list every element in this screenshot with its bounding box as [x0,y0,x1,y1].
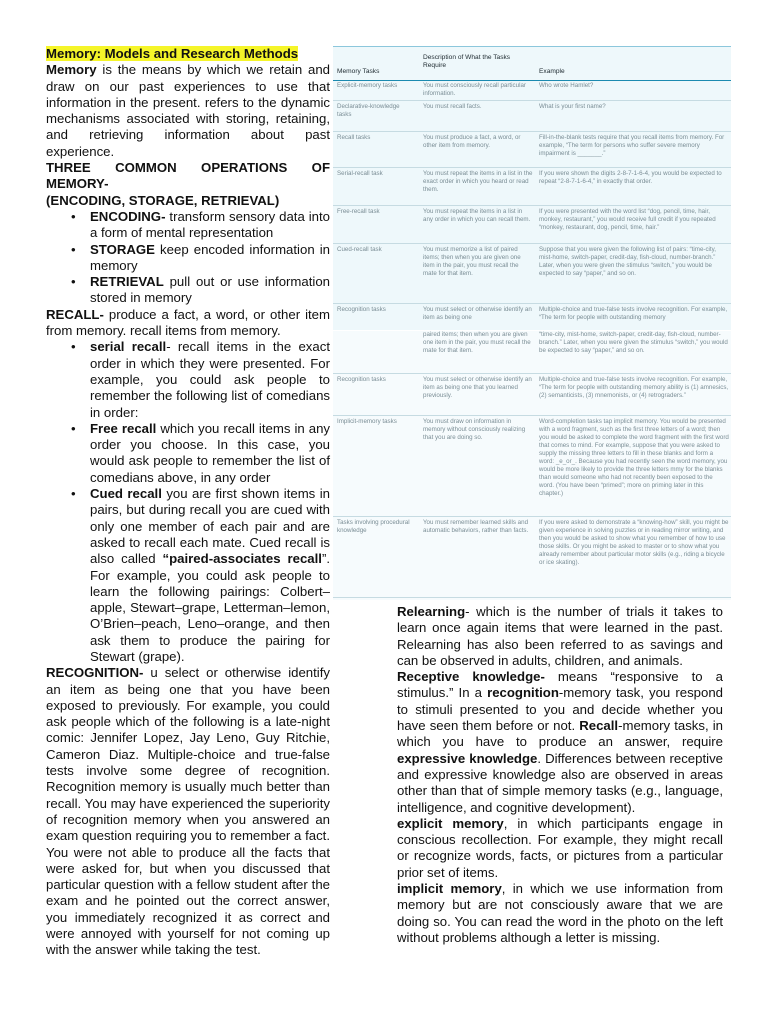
table-cell: You must select or otherwise identify an item as being one that you learned previously. [423,376,532,399]
table-row [333,304,731,330]
table-cell: Word-completion tasks tap implicit memory. You would be presented with a word fragment, such as the first three letters of a word; then you would be asked to complete the word fragment with the first word that comes to mind. For example, suppose that you were asked to supply the missing three letters to fill in these blanks and form a word: _e_or_. Because you had recently seen the word memory, you would be more likely to provide the three letters mmy for the blanks than would someone who had not recently been exposed to the word. (You have been “primed”; more on priming later in this chapter.) [539,418,729,497]
table-row [333,517,731,598]
memory-definition: Memory is the means by which we retain and draw on our past experiences to use that information in the present. refers to the dynamic mechanisms associated with storing, retaining, and retrieving information about past experience. [46,62,330,159]
table-row [333,101,731,132]
table-cell: Tasks involving procedural knowledge [337,519,410,534]
list-item: • RETRIEVAL pull out or use information stored in memory [90,274,330,307]
recall-definition: RECALL- produce a fact, a word, or other item from memory. recall items from memory. [46,306,330,339]
list-item: • Cued recall you are first shown items in pairs, but during recall you are cued with only one member of each pair and are asked to recall each mate. Cued recall is also called “paired-associates recall”. For example, you could ask people to learn the following pairings: Colbert– apple, Stewart–grape, Letterman–lemon, O’Brien–peach, Leno–orange, and then ask them to produce the pairing for Stewart (grape). [90,486,330,665]
table-cell: If you were presented with the word list “dog, pencil, time, hair, monkey, restaurant,” you would receive full credit if you repeated “monkey, restaurant, dog, pencil, time, hair.” [539,208,716,231]
table-row [333,132,731,168]
table-cell: paired items; then when you are given one item in the pair, you must recall the mate for that item. [423,331,531,354]
header-tasks: Memory Tasks [337,68,380,75]
table-cell: You must consciously recall particular information. [423,82,526,97]
explicit-definition: explicit memory, in which participants engage in conscious recollection. For example, they might recall or recognize words, facts, or pictures from a particular prior set of items. [397,815,723,880]
operations-list [46,209,330,307]
table-cell: If you were shown the digits 2-8-7-1-6-4, you would be expected to repeat “2-8-7-1-6-4,” in exactly that order. [539,170,722,185]
table-cell: Multiple-choice and true-false tests involve recognition. For example, “The term for people with outstanding memory [539,306,728,321]
page-title: Memory: Models and Research Methods [46,46,299,61]
table-cell: Explicit-memory tasks [337,82,398,89]
table-row [333,374,731,416]
table-cell: Serial-recall task [337,170,383,177]
table-cell: Multiple-choice and true-false tests involve recognition. For example, “The term for people with outstanding memory ability is (1) amnesics, (2) semanticists, (3) mnemonists, or (4) retrograders.” [539,376,729,399]
table-row [333,416,731,517]
table-row [333,168,731,206]
operations-subheading: (ENCODING, STORAGE, RETRIEVAL) [46,192,280,208]
table-cell: You must select or otherwise identify an item as being one [423,306,532,321]
header-example: Example [539,68,565,75]
table-cell: Cued-recall task [337,246,382,253]
list-item: • serial recall- recall items in the exact order in which they were presented. For example, you could ask people to remember the following list of comedians in order: [90,339,330,420]
table-cell: Free-recall task [337,208,380,215]
table-cell: You must recall facts. [423,103,482,110]
table-lower [333,331,731,600]
list-item: • Free recall which you recall items in any order you choose. In this case, you would ask people to remember the list of comedians above, in any order [90,421,330,486]
table-cell: If you were asked to demonstrate a “knowing-how” skill, you might be given experience in solving puzzles or in reading mirror writing, and then you would be asked to show what you remember of how to use those skills. Or you might be asked to master or to show what you already remember about particular motor skills (e.g., riding a bicycle or ice skating). [539,519,729,566]
left-column [46,46,330,959]
table-cell: Suppose that you were given the following list of pairs: “time-city, mist-home, switch-paper, credit-day, fish-cloud, number-branch.” Later, when you were given the stimulus “switch,” you would be expected to say “paper,” and so on. [539,246,716,277]
table-cell: Declarative-knowledge tasks [337,103,400,118]
recall-types-list [46,339,330,665]
table-cell: You must memorize a list of paired items; then when you are given one item in the pair, you must recall the mate for that item. [423,246,521,277]
list-item: • ENCODING- transform sensory data into a form of mental representation [90,209,330,242]
table-cell: Recognition tasks [337,376,386,383]
table-row [333,206,731,244]
memory-tasks-table-image [333,46,731,600]
list-item: • STORAGE keep encoded information in memory [90,242,330,275]
table-cell: Who wrote Hamlet? [539,82,594,89]
table-upper [333,46,731,330]
relearning-definition: Relearning- which is the number of trials it takes to learn once again items that were learned in the past. Relearning has also been referred to as savings and can be observed in adults, children, and animals. [397,604,723,668]
table-cell: What is your first name? [539,103,606,110]
table-cell: Implicit-memory tasks [337,418,397,425]
table-cell: You must repeat the items in a list in any order in which you can recall them. [423,208,531,223]
table-cell: You must repeat the items in a list in the exact order in which you heard or read them. [423,170,533,193]
table-cell: Fill-in-the-blank tests require that you recall items from memory. For example, “The term for persons who suffer severe memory impairment is _______.” [539,134,725,157]
table-row [333,80,731,101]
table-row [333,331,731,374]
recognition-definition: RECOGNITION- u select or otherwise identify an item as being one that you have been exposed to previously. For example, you could ask people which of the following is a late-night comic: Jennifer Lopez, Jay Leno, Guy Ritchie, Cameron Diaz. Multiple-choice and true-false tests involve some degree of recognition. Recognition memory is usually much better than recall. You may have experienced the superiority of recognition memory when you answered an exam question requiring you to remember a fact. You were not able to produce all the facts that were asked for, but when you discussed that particular question with a fellow student after the exam and he pointed out the correct answer, you immediately recognized it as correct and were annoyed with yourself for not coming up with the answer while taking the test. [46,665,330,958]
table-cell: You must draw on information in memory without consciously realizing that you are doing so. [423,418,526,441]
implicit-definition: implicit memory, in which we use information from memory but are not consciously aware that we are doing so. You can read the word in the photo on the left without problems although a letter is missing. [397,881,723,945]
operations-heading: THREE COMMON OPERATIONS OF MEMORY- [46,160,330,192]
receptive-definition: Receptive knowledge- means “responsive to a stimulus.” In a recognition-memory task, you respond to stimuli presented to you and decide whether you have seen them before or not. Recall-memory tasks, in which you have to produce an answer, require expressive knowledge. Differences between receptive and expressive knowledge also are observed in areas other than that of simple memory tasks (e.g., language, intelligence, and cognitive development). [397,669,723,815]
table-row [333,244,731,304]
table-cell: You must produce a fact, a word, or other item from memory. [423,134,521,149]
table-cell: You must remember learned skills and automatic behaviors, rather than facts. [423,519,529,534]
table-cell: “time-city, mist-home, switch-paper, credit-day, fish-cloud, number-branch.” Later, when you were given the stimulus “switch,” you would be expected to say “paper,” and so on. [539,331,728,354]
table-cell: Recognition tasks [337,306,386,313]
table-header [333,46,731,81]
header-description: Description of What the Tasks Require [423,54,511,69]
right-column [397,604,723,946]
table-cell: Recall tasks [337,134,371,141]
